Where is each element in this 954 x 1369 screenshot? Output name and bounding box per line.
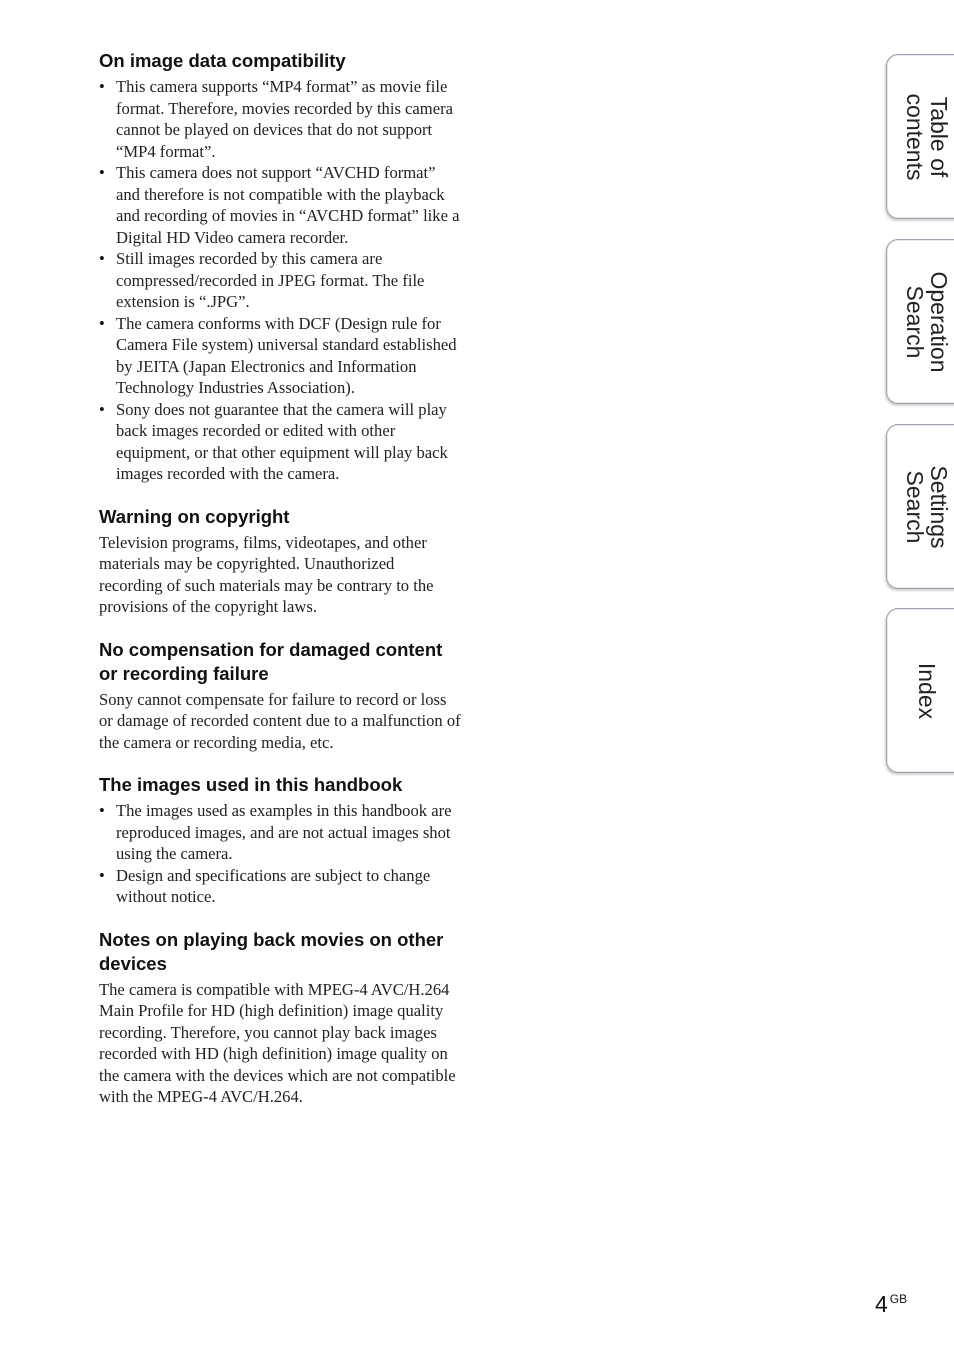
- section-heading: Notes on playing back movies on other devices: [99, 928, 444, 974]
- section-heading: The images used in this handbook: [99, 774, 403, 795]
- tab-table-of-contents[interactable]: [886, 54, 954, 219]
- main-content: [99, 49, 461, 1128]
- list-item: [99, 399, 461, 485]
- page-number-suffix: GB: [889, 1292, 908, 1306]
- list-item-text: Design and specifications are subject to change without notice.: [116, 865, 431, 906]
- list-item: [99, 865, 461, 908]
- page-number-value: 4: [875, 1291, 888, 1317]
- bullet-marker: •: [99, 249, 105, 268]
- page-number: [875, 1291, 907, 1318]
- bullet-marker: •: [99, 313, 105, 333]
- section-paragraph: Television programs, films, videotapes, and other materials may be copyrighted. Unauthorized recording of such materials may be contrary to the provisions of the copyright laws.: [99, 532, 434, 616]
- bullet-marker: •: [99, 865, 105, 885]
- section-heading: On image data compatibility: [99, 50, 346, 71]
- tab-settings-search[interactable]: [886, 424, 954, 589]
- list-item: [99, 248, 461, 313]
- tab-index[interactable]: [886, 608, 954, 773]
- bullet-list: [99, 800, 461, 908]
- list-item-text: The camera conforms with DCF (Design rule for Camera File system) universal standard established by JEITA (Japan Electronics and Information Technology Industries Association).: [116, 313, 457, 397]
- list-item-text: This camera does not support “AVCHD format” and therefore is not compatible with the playback and recording of movies in “AVCHD format” like a Digital HD Video camera recorder.: [116, 163, 460, 247]
- list-item-text: The images used as examples in this handbook are reproduced images, and are not actual images shot using the camera.: [116, 801, 452, 863]
- section-images-handbook: [99, 773, 461, 908]
- section-warning-copyright: [99, 505, 461, 618]
- bullet-marker: •: [99, 801, 105, 820]
- section-paragraph: Sony cannot compensate for failure to record or loss or damage of recorded content due to a malfunction of the camera or recording media, etc.: [99, 689, 461, 752]
- bullet-list: [99, 76, 461, 485]
- list-item: [99, 800, 461, 865]
- tab-label: Table of contents: [902, 93, 952, 180]
- section-heading: Warning on copyright: [99, 505, 290, 527]
- bullet-marker: •: [99, 77, 105, 96]
- list-item-text: Sony does not guarantee that the camera will play back images recorded or edited with other equipment, or that other equipment will play back images recorded with the camera.: [116, 399, 448, 483]
- list-item-text: This camera supports “MP4 format” as movie file format. Therefore, movies recorded by this camera cannot be played on devices that do not support “MP4 format”.: [116, 77, 453, 161]
- list-item: [99, 162, 461, 248]
- tab-label: Operation Search: [902, 270, 952, 373]
- bullet-marker: •: [99, 163, 105, 182]
- side-index-tabs: [884, 0, 954, 800]
- bullet-marker: •: [99, 399, 105, 419]
- list-item: [99, 313, 461, 399]
- section-image-data-compatibility: [99, 49, 461, 485]
- section-no-compensation: [99, 638, 461, 754]
- tab-label: Settings Search: [902, 464, 952, 549]
- tab-label: Index: [914, 662, 940, 719]
- list-item: [99, 76, 461, 162]
- section-heading: No compensation for damaged content or recording failure: [99, 638, 443, 684]
- list-item-text: Still images recorded by this camera are compressed/recorded in JPEG format. The file extension is “.JPG”.: [116, 249, 425, 311]
- section-paragraph: The camera is compatible with MPEG-4 AVC/H.264 Main Profile for HD (high definition) image quality recording. Therefore, you cannot play back images recorded with HD (high definition) image quality on the camera with the devices which are not compatible with the MPEG-4 AVC/H.264.: [99, 979, 456, 1106]
- tab-operation-search[interactable]: [886, 239, 954, 404]
- section-playing-back-movies: [99, 928, 461, 1108]
